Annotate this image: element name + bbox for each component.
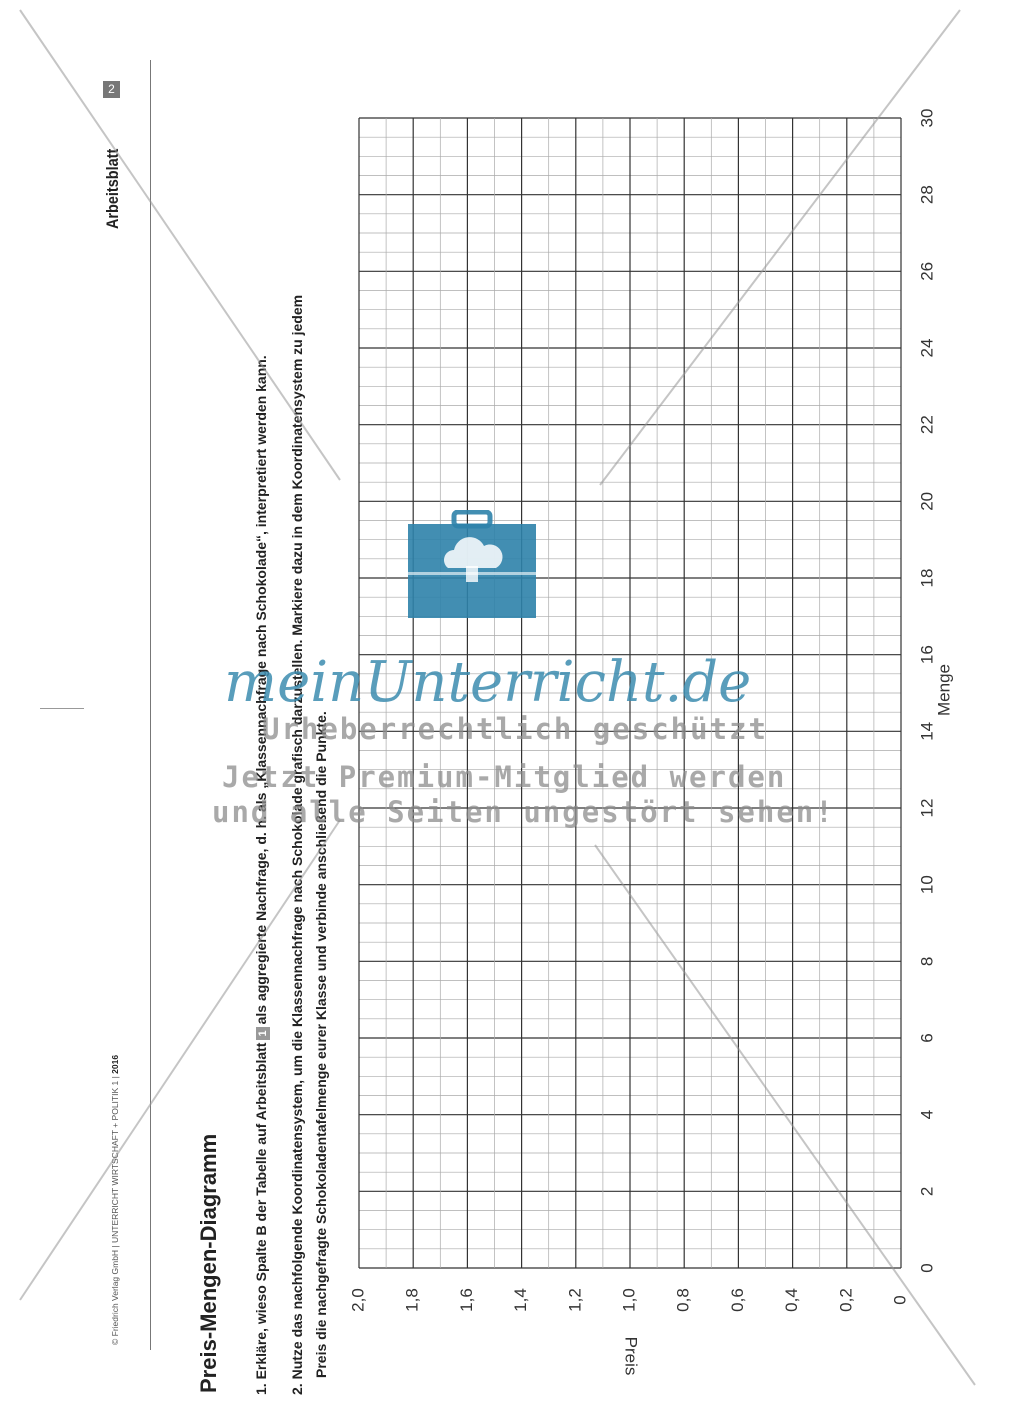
y-tick-label: 0,8 <box>673 1288 693 1312</box>
task-1-number: 1. <box>253 1383 269 1395</box>
x-tick-label: 4 <box>917 1109 937 1120</box>
y-tick-label: 1,2 <box>565 1288 585 1312</box>
y-tick-label: 1,4 <box>511 1288 531 1312</box>
x-tick-label: 24 <box>917 338 937 358</box>
x-axis-title: Menge <box>934 664 954 716</box>
watermark-diagonal-line <box>20 10 340 480</box>
x-tick-label: 16 <box>917 645 937 665</box>
x-tick-label: 0 <box>917 1263 937 1273</box>
y-tick-label: 0,4 <box>782 1288 802 1312</box>
watermark-brand: meinUnterricht.de <box>224 650 752 715</box>
x-tick-label: 2 <box>917 1186 937 1197</box>
x-tick-label: 20 <box>917 491 937 511</box>
page-title: Preis-Mengen-Diagramm <box>196 1133 221 1393</box>
watermark-logo <box>408 510 536 618</box>
y-tick-label: 1,6 <box>456 1288 476 1312</box>
x-tick-label: 18 <box>917 568 937 588</box>
watermark-line-2: Jetzt Premium-Mitglied werden <box>222 760 787 794</box>
y-axis-title: Preis <box>621 1336 641 1376</box>
x-tick-label: 22 <box>917 415 937 435</box>
sheet-number-badge: 2 <box>103 81 120 98</box>
copyright-year: 2016 <box>110 1054 120 1074</box>
y-tick-label: 1,0 <box>619 1288 639 1312</box>
y-tick-label: 1,8 <box>402 1288 422 1312</box>
watermark-line-3: und alle Seiten ungestört sehen! <box>212 795 835 829</box>
y-tick-label: 0,2 <box>836 1288 856 1312</box>
x-tick-label: 28 <box>917 185 937 205</box>
x-tick-label: 30 <box>917 108 937 128</box>
x-tick-label: 8 <box>917 956 937 967</box>
watermark-line-1: Urheberrechtlich geschützt <box>262 712 768 746</box>
y-tick-label: 2,0 <box>348 1288 368 1312</box>
watermark-diagonal-line <box>600 10 960 485</box>
worksheet-label: Arbeitsblatt <box>103 148 122 229</box>
x-tick-label: 26 <box>917 261 937 281</box>
worksheet-ref-badge: 1 <box>256 1027 270 1039</box>
task-2-text-line-1: Nutze das nachfolgende Koordinatensystem, um die Klassennachfrage nach Schokolade grafisch darzustellen. Markiere dazu in dem Koordinatensystem zu jedem <box>289 294 305 1380</box>
y-tick-label: 0,6 <box>727 1288 747 1312</box>
x-tick-label: 6 <box>917 1033 937 1043</box>
task-1-text-after: als aggregierte Nachfrage, d. h. als „Klassennachfrage nach Schokolade“, interpretiert werden kann. <box>253 355 269 1025</box>
x-tick-label: 12 <box>917 798 937 818</box>
task-2-text-line-2: Preis die nachgefragte Schokoladentafelmenge eurer Klasse und verbinde anschließend die Punkte. <box>313 711 329 1378</box>
y-tick-label: 0 <box>890 1295 910 1305</box>
task-1-text-before: Erkläre, wieso Spalte B der Tabelle auf Arbeitsblatt <box>253 1042 269 1380</box>
briefcase-cloud-icon <box>408 510 536 618</box>
x-tick-label: 14 <box>917 721 937 741</box>
task-2-number: 2. <box>289 1383 305 1395</box>
copyright-text: © Friedrich Verlag GmbH | UNTERRICHT WIRTSCHAFT + POLITIK 1 | <box>110 1076 120 1345</box>
x-tick-label: 10 <box>917 875 937 895</box>
watermark-diagonal-line <box>20 820 340 1300</box>
